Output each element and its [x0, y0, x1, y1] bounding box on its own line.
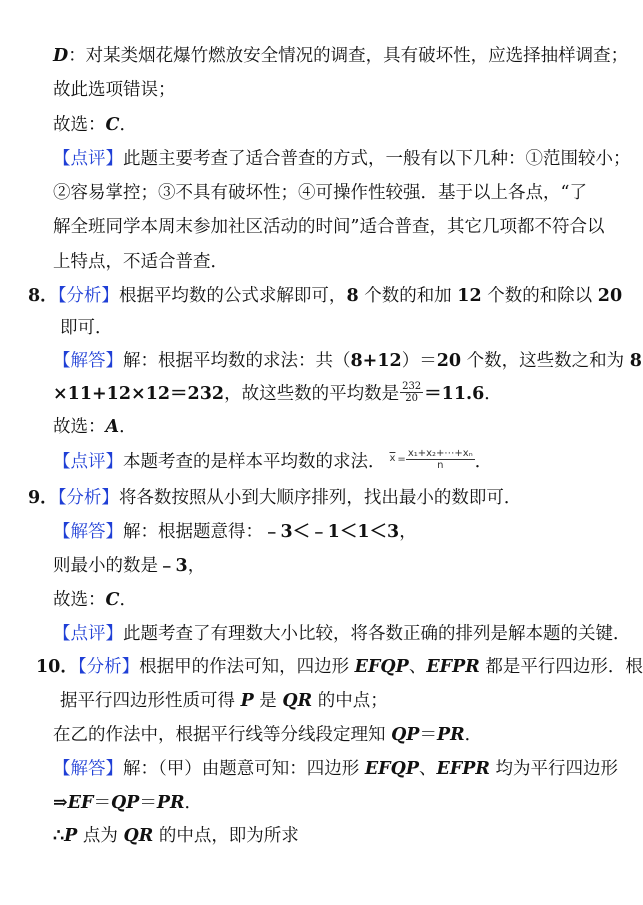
line-text: ．: [464, 725, 483, 745]
line-text: 、: [408, 657, 427, 677]
line-text: 个数的和除以: [481, 286, 598, 306]
comment-line: [53, 447, 493, 474]
variable: EF: [67, 793, 94, 813]
variable: EFPR: [426, 657, 480, 677]
math-expression: 8+12: [350, 351, 402, 371]
math-result: ＝11.6: [424, 384, 485, 404]
number-value: 20: [597, 286, 623, 306]
line-text: ．: [484, 384, 502, 404]
text-line: [60, 689, 388, 713]
line-text: 的中点，即为所求: [153, 826, 299, 846]
text-line: [53, 181, 587, 205]
variable: P: [64, 826, 78, 846]
line-text: 个数，这些数之和为: [461, 351, 630, 371]
number-value: 8: [346, 286, 359, 306]
comment-line: [53, 622, 631, 646]
line-text: 的中点；: [312, 691, 388, 711]
answer-prefix: 故选：: [53, 417, 106, 437]
solution-tag: 【解答】: [53, 522, 123, 542]
text-line: [60, 316, 113, 340]
variable: QR: [282, 691, 313, 711]
line-text: 解：根据平均数的求法：共（: [123, 351, 351, 371]
analysis-tag: 【分析】: [77, 657, 140, 677]
line-text: 将各数按照从小到大顺序排列，找出最小的数即可．: [118, 488, 522, 508]
implies-symbol: ⇒: [53, 793, 68, 813]
text-line: [53, 215, 604, 239]
formula-mean-symbol: $\overline{x}$: [389, 453, 396, 464]
question-8-analysis: [28, 284, 622, 308]
line-text: 故此选项错误；: [53, 80, 176, 100]
variable: P: [240, 691, 254, 711]
math-expression: ×11+12×12＝232: [53, 384, 225, 404]
formula-fraction: [406, 448, 475, 471]
fraction: [400, 381, 423, 404]
answer-choice: C: [105, 115, 120, 135]
analysis-tag: 【分析】: [57, 488, 119, 508]
line-text: 根据平均数的公式求解即可，: [118, 286, 347, 306]
math-expression: ﹣3＜﹣1＜1＜3: [263, 522, 400, 542]
number-value: 20: [436, 351, 462, 371]
comment-tag: 【点评】: [53, 624, 123, 644]
text-line: [53, 78, 176, 102]
line-text: 即可．: [60, 318, 113, 338]
variable: QR: [123, 826, 154, 846]
answer-prefix: 故选：: [53, 590, 106, 610]
mean-formula: [390, 447, 475, 472]
text-line: [53, 554, 205, 578]
line-text: ②容易掌控；③不具有破坏性；④可操作性较强．基于以上各点，“了: [53, 183, 587, 203]
line-text: 解：根据题意得：: [123, 522, 263, 542]
line-text: 点为: [77, 826, 124, 846]
line-text: 本题考查的是样本平均数的求法．: [123, 452, 386, 472]
text-line: [53, 44, 628, 68]
answer-line: [53, 415, 137, 439]
variable: PR: [156, 793, 185, 813]
solution-line: [53, 382, 502, 406]
line-text: 此题考查了有理数大小比较，将各数正确的排列是解本题的关键．: [123, 624, 631, 644]
variable: QP: [110, 793, 140, 813]
fraction-numerator: 232: [402, 381, 422, 392]
formula-numerator: x₁+x₂+⋯+xₙ: [407, 447, 473, 459]
formula-denominator: n: [437, 459, 444, 471]
equals-sign: ＝: [139, 793, 157, 813]
answer-prefix: 故选：: [53, 115, 106, 135]
answer-choice: A: [105, 417, 120, 437]
answer-suffix: ．: [119, 115, 137, 135]
line-text: ，: [187, 556, 206, 576]
line-text: 解全班同学本周末参加社区活动的时间”适合普查，其它几项都不符合以: [53, 217, 605, 237]
line-text: 均为平行四边形: [489, 759, 619, 779]
line-text: 根据甲的作法可知，四边形: [139, 657, 355, 677]
question-number: 10．: [36, 657, 78, 677]
formula-equals: =: [397, 454, 406, 465]
solution-line: [53, 757, 618, 781]
question-10-analysis: [36, 655, 643, 679]
line-text: ：对某类烟花爆竹燃放安全情况的调查，具有破坏性，应选择抽样调查；: [68, 46, 629, 66]
answer-choice: C: [105, 590, 120, 610]
variable: EFQP: [364, 759, 419, 779]
solution-tag: 【解答】: [53, 351, 123, 371]
line-text: 、: [418, 759, 437, 779]
line-text: ．: [474, 452, 493, 472]
line-text: 解：（甲）由题意可知：四边形: [123, 759, 365, 779]
line-text: ．: [184, 793, 203, 813]
option-label: D: [53, 46, 69, 66]
line-text: ，: [399, 522, 417, 542]
line-text: 上特点，不适合普查．: [53, 252, 228, 272]
therefore-symbol: ∴: [53, 826, 65, 846]
variable: EFPR: [436, 759, 490, 779]
question-number: 8．: [28, 286, 58, 306]
text-line: [53, 791, 202, 815]
text-line: [53, 824, 299, 848]
answer-line: [53, 588, 137, 612]
equals-sign: ＝: [93, 793, 111, 813]
line-text: 据平行四边形性质可得: [60, 691, 241, 711]
analysis-tag: 【分析】: [57, 286, 119, 306]
number-value: 8: [629, 351, 642, 371]
line-text: 在乙的作法中，根据平行线等分线段定理知: [53, 725, 392, 745]
variable: EFQP: [354, 657, 409, 677]
math-expression: ﹣3: [158, 556, 188, 576]
question-9-analysis: [28, 486, 521, 510]
equals-sign: ＝: [419, 725, 437, 745]
line-text: 是: [253, 691, 283, 711]
comment-tag: 【点评】: [53, 452, 123, 472]
comment-line: [53, 147, 631, 171]
answer-line: [53, 113, 137, 137]
question-number: 9．: [28, 488, 58, 508]
solution-tag: 【解答】: [53, 759, 123, 779]
answer-suffix: ．: [119, 417, 137, 437]
text-line: [53, 723, 482, 747]
answer-suffix: ．: [119, 590, 137, 610]
line-text: 都是平行四边形．根: [479, 657, 643, 677]
variable: PR: [436, 725, 465, 745]
line-text: 则最小的数是: [53, 556, 158, 576]
comment-tag: 【点评】: [53, 149, 123, 169]
line-text: 个数的和加: [358, 286, 458, 306]
line-text: ，故这些数的平均数是: [224, 384, 400, 404]
solution-line: [53, 520, 417, 544]
solution-line: [53, 349, 642, 373]
line-text: 此题主要考查了适合普查的方式，一般有以下几种：①范围较小；: [123, 149, 631, 169]
line-text: ）＝: [401, 351, 437, 371]
number-value: 12: [457, 286, 482, 306]
variable: QP: [391, 725, 420, 745]
fraction-denominator: 20: [405, 393, 418, 404]
text-line: [53, 250, 228, 274]
